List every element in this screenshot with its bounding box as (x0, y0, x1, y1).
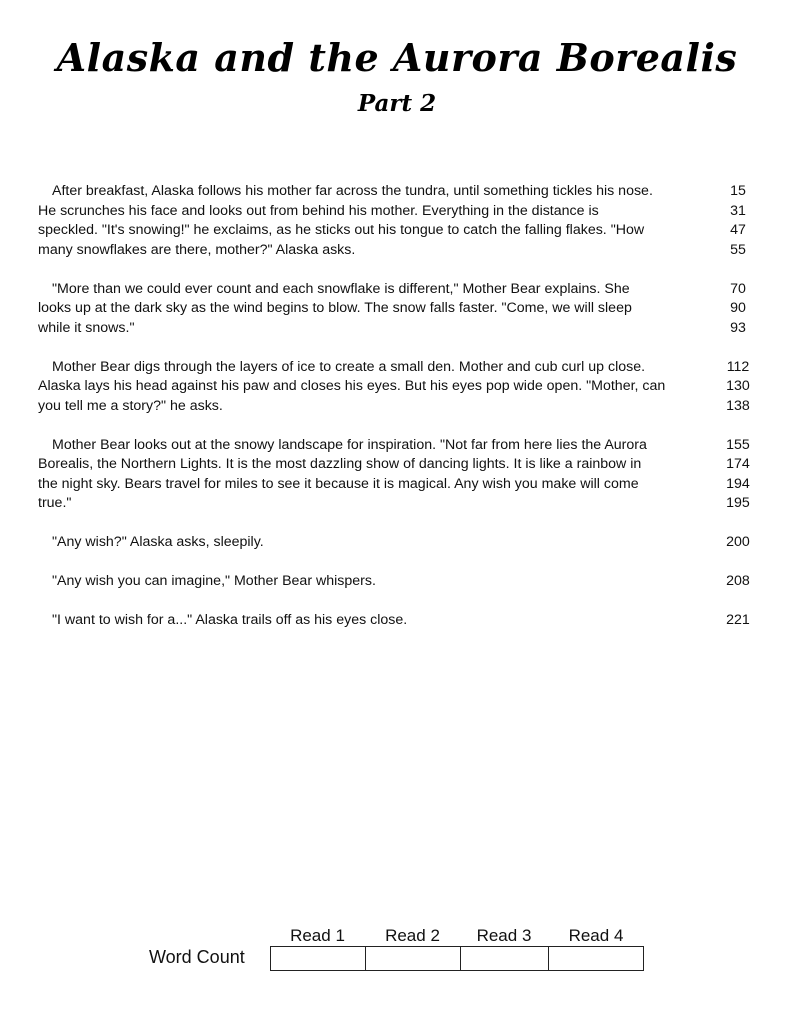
text-line: He scrunches his face and looks out from behind his mother. Everything in the distance is (38, 202, 599, 219)
text-line: looks up at the dark sky as the wind begins to blow. The snow falls faster. "Come, we will sleep (38, 300, 632, 316)
word-count-marker: 70 (730, 280, 746, 297)
paragraph-text (38, 358, 718, 417)
running-word-counts (718, 358, 758, 417)
word-count-marker: 155 (726, 436, 750, 453)
paragraph-text (38, 533, 718, 553)
read-1-cell[interactable] (271, 947, 366, 970)
word-count-marker: 194 (726, 475, 750, 492)
running-word-counts (718, 280, 758, 339)
word-count-label: Word Count (149, 947, 245, 967)
text-line: the night sky. Bears travel for miles to see it because it is magical. Any wish you make will come (38, 475, 639, 492)
text-line: you tell me a story?" he asks. (38, 397, 223, 414)
text-line: while it snows." (38, 319, 135, 336)
text-line: many snowflakes are there, mother?" Alaska asks. (38, 241, 356, 258)
word-count-marker: 31 (730, 202, 746, 219)
word-count-marker: 138 (726, 397, 750, 414)
read-2-cell[interactable] (366, 947, 461, 970)
text-line: "Any wish?" Alaska asks, sleepily. (52, 534, 264, 550)
word-count-marker: 15 (730, 183, 746, 199)
paragraph-2 (38, 280, 762, 339)
paragraph-3 (38, 358, 762, 417)
running-word-counts (718, 436, 758, 514)
story-body (38, 182, 762, 650)
text-line: "Any wish you can imagine," Mother Bear whispers. (52, 573, 376, 589)
text-line: Mother Bear digs through the layers of ice to create a small den. Mother and cub curl up close. (52, 358, 646, 375)
text-line: true." (38, 495, 72, 511)
read-4-header: Read 4 (568, 926, 624, 945)
paragraph-1 (38, 182, 762, 260)
read-3-cell[interactable] (461, 947, 549, 970)
read-2-header: Read 2 (385, 926, 440, 945)
word-count-marker: 195 (726, 495, 750, 511)
text-line: "More than we could ever count and each snowflake is different," Mother Bear explains. She (52, 280, 630, 297)
text-line: speckled. "It's snowing!" he exclaims, as he sticks out his tongue to catch the falling flakes. "How (38, 222, 645, 238)
text-line: After breakfast, Alaska follows his mother far across the tundra, until something tickles his nose. (52, 183, 653, 199)
word-count-marker: 93 (730, 319, 746, 336)
word-count-marker: 208 (726, 573, 750, 589)
paragraph-7 (38, 611, 762, 631)
story-title: Alaska and the Aurora Borealis (56, 35, 738, 80)
text-line: Mother Bear looks out at the snowy landscape for inspiration. "Not far from here lies the Aurora (52, 436, 647, 453)
text-line: Alaska lays his head against his paw and closes his eyes. But his eyes pop wide open. "Mother, can (38, 378, 666, 394)
word-count-marker: 112 (726, 358, 750, 375)
read-4-cell[interactable] (549, 947, 643, 970)
word-count-marker: 221 (726, 612, 750, 628)
paragraph-text (38, 436, 718, 514)
read-1-header: Read 1 (290, 926, 345, 945)
paragraph-5 (38, 533, 762, 553)
read-headers (270, 924, 645, 948)
running-word-counts (718, 182, 758, 260)
paragraph-text (38, 611, 718, 631)
paragraph-6 (38, 572, 762, 592)
word-count-marker: 90 (730, 300, 746, 316)
running-word-counts (718, 611, 758, 631)
word-count-marker: 55 (730, 241, 746, 258)
text-line: Borealis, the Northern Lights. It is the most dazzling show of dancing lights. It is like a rainbow in (38, 456, 642, 472)
word-count-marker: 47 (730, 222, 746, 238)
word-count-marker: 130 (726, 378, 750, 394)
paragraph-text (38, 572, 718, 592)
paragraph-text (38, 280, 718, 339)
story-subtitle: Part 2 (357, 90, 437, 117)
read-3-header: Read 3 (476, 926, 532, 945)
word-count-table (270, 946, 644, 971)
running-word-counts (718, 533, 758, 553)
running-word-counts (718, 572, 758, 592)
paragraph-text (38, 182, 718, 260)
text-line: "I want to wish for a..." Alaska trails off as his eyes close. (52, 612, 408, 628)
word-count-marker: 200 (726, 534, 750, 550)
word-count-marker: 174 (726, 456, 750, 472)
paragraph-4 (38, 436, 762, 514)
